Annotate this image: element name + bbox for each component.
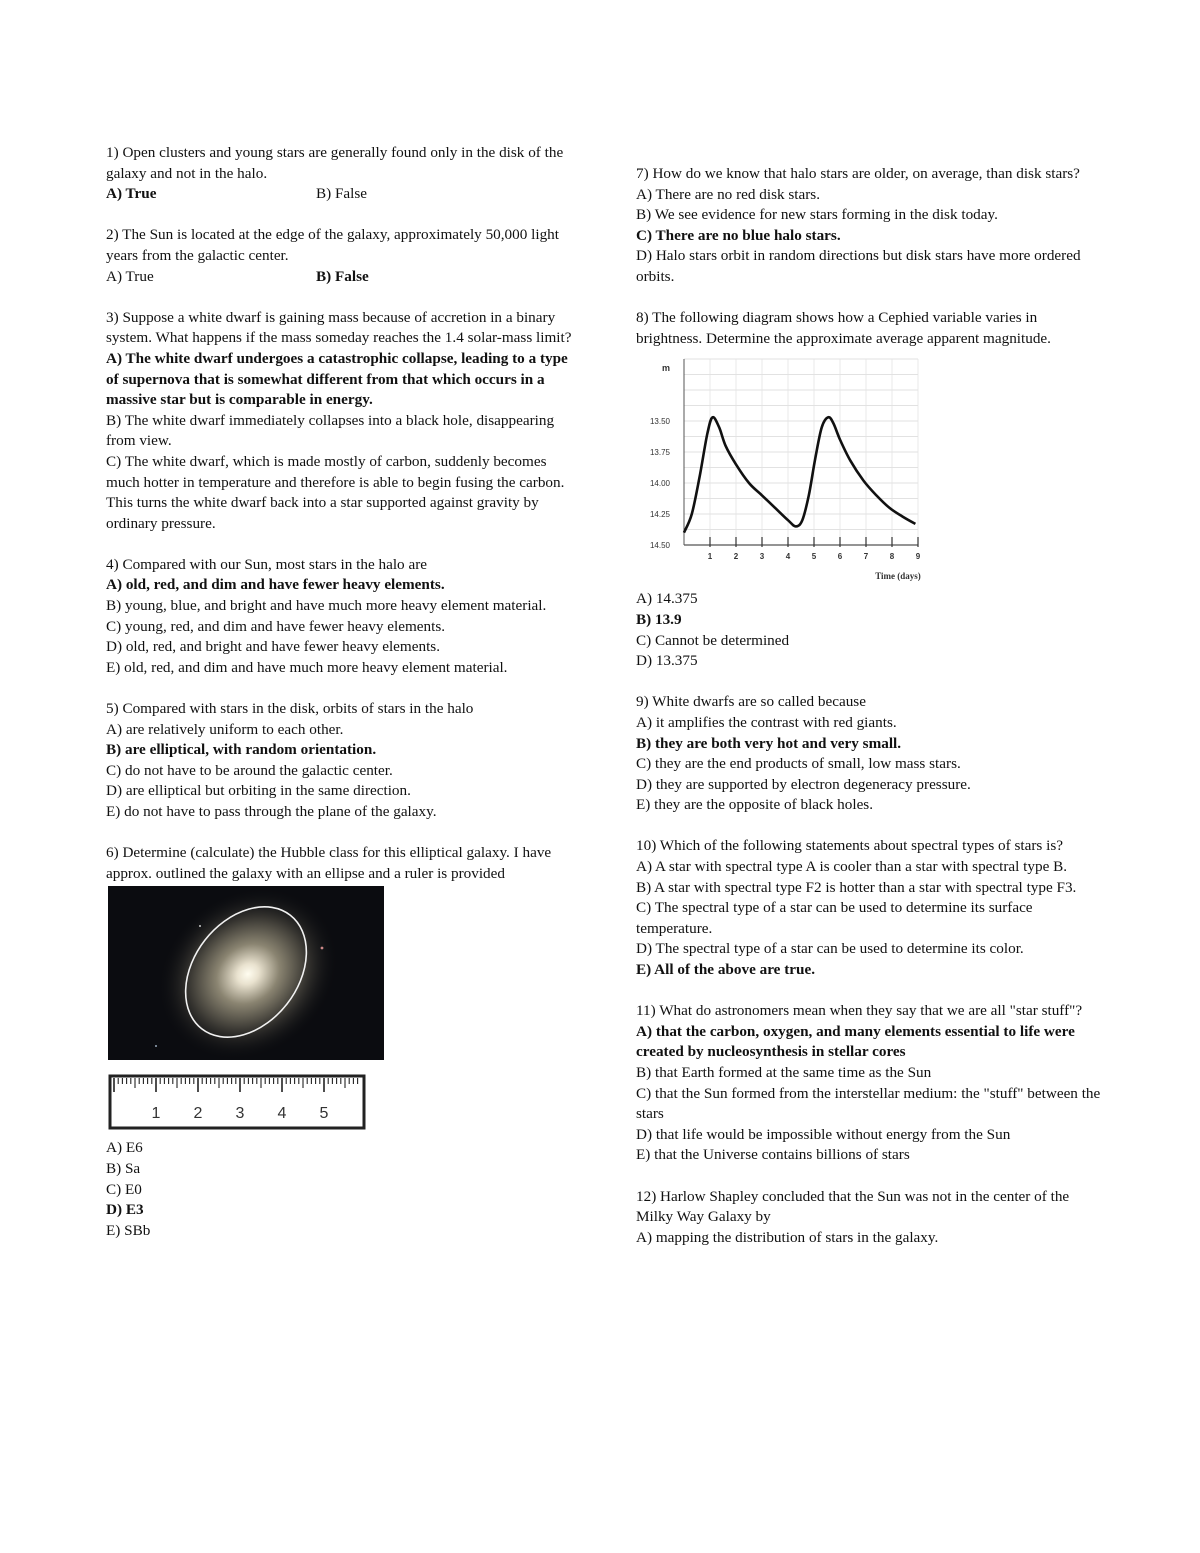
chart-x-tick-label: 1 (707, 552, 713, 562)
question-12 (636, 1187, 1106, 1249)
chart-y-tick-label: 14.25 (649, 510, 670, 520)
ruler-label-2: 2 (193, 1105, 203, 1123)
question-6-option-a: A) E6 (106, 1139, 143, 1157)
question-7-option-b: B) We see evidence for new stars forming in the disk today. (636, 206, 998, 224)
right-column (636, 164, 1106, 1269)
question-5 (106, 699, 576, 823)
question-8-option-c: C) Cannot be determined (636, 631, 790, 649)
question-3 (106, 308, 576, 535)
ruler-label-3: 3 (235, 1105, 245, 1123)
ruler-label-5: 5 (319, 1105, 329, 1123)
question-10-text: 10) Which of the following statements about spectral types of stars is? (636, 837, 1063, 855)
question-8-text: 8) The following diagram shows how a Cephied variable varies in brightness. Determine the approximate average apparent magnitude. (636, 309, 1051, 347)
question-9-option-c: C) they are the end products of small, low mass stars. (636, 755, 961, 773)
question-11-option-b: B) that Earth formed at the same time as the Sun (636, 1064, 932, 1081)
question-1-option-b: B) False (316, 185, 368, 203)
question-3-text: 3) Suppose a white dwarf is gaining mass because of accretion in a binary system. What happens if the mass someday reaches the 1.4 solar-mass limit? (106, 308, 572, 347)
chart-x-tick-label: 7 (863, 552, 869, 562)
question-6-option-c: C) E0 (106, 1180, 142, 1198)
question-8 (636, 308, 1106, 672)
question-10-option-d: D) The spectral type of a star can be used to determine its color. (636, 940, 1024, 958)
question-4 (106, 555, 576, 679)
chart-series-line (684, 418, 915, 533)
chart-y-tick-label: 14.00 (649, 479, 670, 489)
question-4-option-a: A) old, red, and dim and have fewer heavy elements. (106, 576, 445, 594)
question-1 (106, 143, 576, 205)
question-7-text: 7) How do we know that halo stars are older, on average, than disk stars? (636, 165, 1080, 182)
question-2-option-b: B) False (316, 267, 369, 285)
ruler-label-4: 4 (277, 1105, 287, 1123)
question-9-option-d: D) they are supported by electron degeneracy pressure. (636, 775, 971, 793)
question-6-text: 6) Determine (calculate) the Hubble class for this elliptical galaxy. I have approx. outlined the galaxy with an ellipse and a ruler is provided (106, 844, 552, 882)
question-3-option-b: B) The white dwarf immediately collapses into a black hole, disappearing from view. (106, 411, 555, 450)
question-1-option-a: A) True (106, 185, 157, 203)
chart-x-tick-label: 9 (915, 552, 921, 562)
question-2-text: 2) The Sun is located at the edge of the galaxy, approximately 50,000 light years from the galactic center. (106, 226, 559, 264)
chart-y-tick-label: 13.50 (649, 417, 670, 427)
chart-x-tick-label: 2 (733, 552, 739, 562)
question-3-option-a: A) The white dwarf undergoes a catastrophic collapse, leading to a type of supernova that is somewhat different from that which occurs in a massive star but is comparable in energy. (106, 349, 568, 409)
question-5-option-c: C) do not have to be around the galactic center. (106, 761, 393, 779)
chart-y-axis-label: m (662, 363, 671, 374)
question-8-option-a: A) 14.375 (636, 590, 698, 608)
question-6 (106, 843, 576, 1241)
question-5-option-b: B) are elliptical, with random orientation. (106, 741, 377, 759)
cepheid-light-curve-chart (636, 353, 928, 585)
question-10-option-b: B) A star with spectral type F2 is hotter than a star with spectral type F3. (636, 878, 1077, 896)
left-column (106, 143, 576, 1262)
galaxy-image (108, 886, 384, 1060)
question-7 (636, 164, 1106, 288)
question-11-option-e: E) that the Universe contains billions of stars (636, 1146, 910, 1164)
question-9-text: 9) White dwarfs are so called because (636, 693, 866, 711)
chart-x-tick-label: 8 (889, 552, 895, 562)
question-5-option-e: E) do not have to pass through the plane of the galaxy. (106, 803, 437, 820)
question-4-option-d: D) old, red, and bright and have fewer heavy elements. (106, 638, 440, 656)
question-8-option-b: B) 13.9 (636, 610, 682, 628)
question-12-text: 12) Harlow Shapley concluded that the Sun was not in the center of the Milky Way Galaxy by (636, 1187, 1070, 1226)
question-9-option-a: A) it amplifies the contrast with red giants. (636, 713, 897, 731)
chart-x-tick-label: 5 (811, 552, 817, 562)
chart-x-tick-label: 3 (759, 552, 765, 562)
question-9-option-e: E) they are the opposite of black holes. (636, 796, 874, 814)
question-4-option-c: C) young, red, and dim and have fewer heavy elements. (106, 617, 446, 635)
question-2 (106, 225, 576, 287)
question-10-option-c: C) The spectral type of a star can be used to determine its surface temperature. (636, 899, 1033, 937)
ruler-label-1: 1 (151, 1105, 161, 1123)
question-10-option-a: A) A star with spectral type A is cooler than a star with spectral type B. (636, 858, 1068, 876)
question-3-option-c: C) The white dwarf, which is made mostly of carbon, suddenly becomes much hotter in temperature and therefore is able to begin fusing the carbon. This turns the white dwarf back into a star supported against gravity by ordinary pressure. (106, 452, 565, 532)
question-5-option-d: D) are elliptical but orbiting in the same direction. (106, 782, 411, 800)
question-6-option-b: B) Sa (106, 1159, 141, 1177)
chart-x-tick-label: 6 (837, 552, 843, 562)
question-11 (636, 1001, 1106, 1166)
question-1-options (106, 184, 576, 205)
chart-x-tick-label: 4 (785, 552, 791, 562)
question-10-option-e: E) All of the above are true. (636, 961, 815, 979)
question-6-option-d: D) E3 (106, 1201, 144, 1219)
chart-y-tick-label: 13.75 (649, 448, 670, 458)
question-11-option-a: A) that the carbon, oxygen, and many elements essential to life were created by nucleosynthesis in stellar cores (636, 1022, 1075, 1061)
question-2-options (106, 267, 576, 288)
ruler (108, 1074, 366, 1132)
question-12-option-a: A) mapping the distribution of stars in the galaxy. (636, 1228, 939, 1246)
question-2-option-a: A) True (106, 267, 154, 285)
question-1-text: 1) Open clusters and young stars are generally found only in the disk of the galaxy and not in the halo. (106, 144, 564, 182)
question-11-text: 11) What do astronomers mean when they say that we are all "star stuff"? (636, 1002, 1083, 1020)
question-11-option-c: C) that the Sun formed from the interstellar medium: the "stuff" between the stars (636, 1084, 1101, 1123)
question-4-option-b: B) young, blue, and bright and have much more heavy element material. (106, 597, 547, 615)
chart-x-axis-label: Time (days) (875, 571, 921, 582)
question-9 (636, 692, 1106, 816)
question-10 (636, 836, 1106, 980)
question-7-option-a: A) There are no red disk stars. (636, 185, 821, 203)
question-8-option-d: D) 13.375 (636, 652, 698, 670)
question-6-option-e: E) SBb (106, 1221, 151, 1239)
chart-y-tick-label: 14.50 (649, 541, 670, 551)
question-7-option-d: D) Halo stars orbit in random directions but disk stars have more ordered orbits. (636, 247, 1081, 285)
question-11-option-d: D) that life would be impossible without energy from the Sun (636, 1125, 1011, 1143)
question-4-option-e: E) old, red, and dim and have much more heavy element material. (106, 658, 508, 676)
question-9-option-b: B) they are both very hot and very small. (636, 734, 902, 752)
question-4-text: 4) Compared with our Sun, most stars in the halo are (106, 555, 427, 573)
question-5-text: 5) Compared with stars in the disk, orbits of stars in the halo (106, 700, 474, 718)
question-5-option-a: A) are relatively uniform to each other. (106, 720, 344, 738)
question-7-option-c: C) There are no blue halo stars. (636, 226, 841, 244)
